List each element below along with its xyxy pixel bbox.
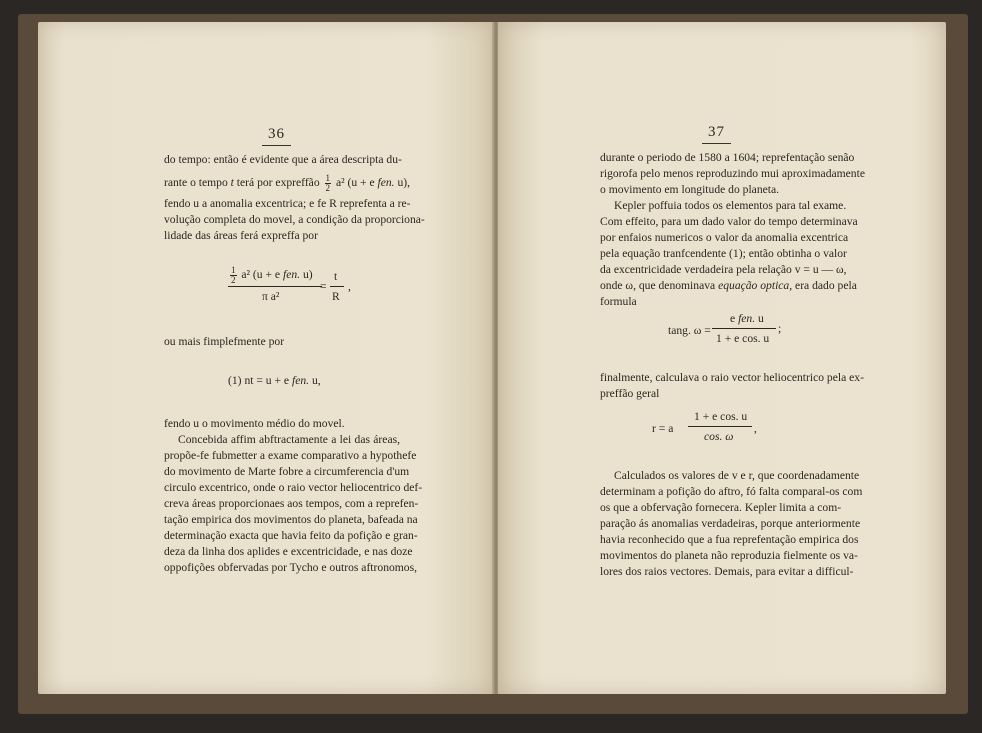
text-line: durante o periodo de 1580 a 1604; reprefentação senão [600, 151, 855, 164]
text-line: Kepler poffuia todos os elementos para tal exame. [614, 199, 847, 212]
text-line: por enfaios numericos o valor da anomalia excentrica [600, 231, 849, 244]
text-line: creva áreas proporcionaes aos tempos, com a reprefen- [164, 497, 419, 510]
text-line: finalmente, calculava o raio vector heliocentrico pela ex- [600, 371, 864, 384]
text-line: movimentos do planeta não reproduzia fielmente os va- [600, 549, 858, 562]
text-line: fendo u o movimento médio do movel. [164, 417, 345, 430]
text-line: pela equação tranfcendente (1); então obtinha o valor [600, 247, 847, 260]
text-line: do movimento de Marte fobre a circumferencia d'um [164, 465, 410, 478]
formula-denominator: 1 + e cos. u [716, 332, 770, 345]
text-line: determinam a pofição do aftro, fó falta comparal-os com [600, 485, 863, 498]
text-line: paração ás anomalias verdadeiras, porque anteriormente [600, 517, 861, 530]
page-number: 37 [708, 124, 725, 140]
fraction-bar [228, 286, 322, 287]
text-line: Com effeito, para um dado valor do tempo determinava [600, 215, 858, 228]
formula-semicolon: ; [778, 322, 782, 335]
text-line: Calculados os valores de v e r, que coordenadamente [614, 469, 860, 482]
formula-numerator: $\frac{1}{2}$ a² (u + e fen. u) [231, 265, 313, 285]
text-line: deza da linha dos aplides e excentricidade, e nas doze [164, 545, 413, 558]
page-number: 36 [268, 126, 285, 142]
text-line: da excentricidade verdadeira pela relação v = u — ω, [600, 263, 847, 276]
text-line: determinação exacta que havia feito da pofição e gran- [164, 529, 418, 542]
equation-1: (1) nt = u + e fen. u, [228, 374, 321, 387]
formula-lhs: r = a [652, 422, 674, 435]
formula-numerator: 1 + e cos. u [694, 410, 748, 423]
text-line: do tempo: então é evidente que a área descripta du- [164, 153, 402, 166]
text-line: circulo excentrico, onde o raio vector heliocentrico def- [164, 481, 423, 494]
text-line: ou mais fimplefmente por [164, 335, 285, 348]
formula-lhs: tang. ω = [668, 324, 711, 337]
text-line: Concebida affim abftractamente a lei das áreas, [178, 433, 400, 446]
right-page [498, 22, 946, 694]
formula-comma: , [754, 422, 757, 435]
text-line: os que a obfervação fornecera. Kepler limita a com- [600, 501, 842, 514]
text-line: formula [600, 295, 637, 308]
text-line: tação empirica dos movimentos do planeta, bafeada na [164, 513, 418, 526]
text-line: o movimento em longitude do planeta. [600, 183, 780, 196]
formula-numerator: e fen. u [730, 312, 764, 325]
formula-denominator: π a² [262, 290, 280, 303]
text-line: lores dos raios vectores. Demais, para evitar a difficul- [600, 565, 854, 578]
text-line: fendo u a anomalia excentrica; e fe R reprefenta a re- [164, 197, 411, 210]
formula-denominator: cos. ω [704, 430, 734, 443]
text-line: rigorofa pelo menos reproduzindo mui aproximadamente [600, 167, 865, 180]
text-line: havia reconhecido que a fua reprefentação empirica dos [600, 533, 859, 546]
formula-rhs-num: t [334, 270, 338, 283]
text-line-mixed: onde ω, que denominava equação optica, era dado pela [600, 279, 857, 292]
fraction-bar [712, 328, 776, 329]
formula-comma: , [348, 280, 351, 293]
text-line: preffão geral [600, 387, 660, 400]
text-line: lidade das áreas ferá expreffa por [164, 229, 318, 242]
left-page [38, 22, 494, 694]
fraction-bar [688, 426, 752, 427]
text-line-formula: rante o tempo t terá por expreffão $\frac{1}{2}$ a² (u + e fen. u), [164, 173, 411, 193]
text-line: propõe-fe fubmetter a exame comparativo a hypothefe [164, 449, 417, 462]
formula-rhs-den: R [332, 290, 340, 303]
text-line: volução completa do movel, a condição da proporciona- [164, 213, 425, 226]
text-line: oppofições obfervadas por Tycho e outros aftronomos, [164, 561, 418, 574]
formula-equals: = [320, 280, 327, 293]
fraction-bar [330, 286, 344, 287]
